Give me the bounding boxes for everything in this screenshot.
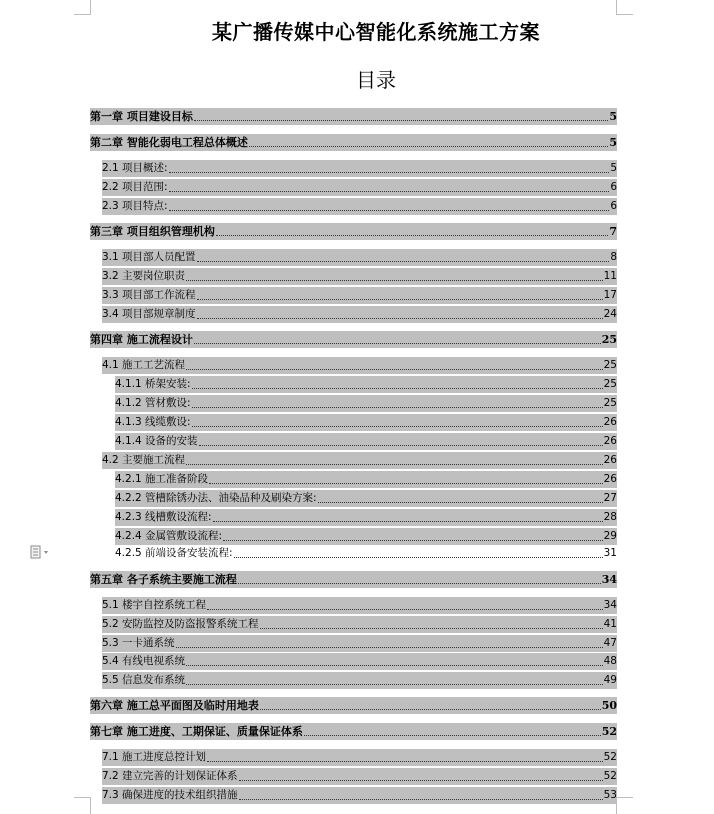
toc-dot-leader [169,191,610,192]
toc-entry-label: 第五章 各子系统主要施工流程 [90,573,237,586]
toc-dot-leader [194,343,601,344]
toc-entry-page-number: 26 [603,416,617,428]
toc-entry-page-number: 6 [610,181,617,193]
toc-entry-label: 4.1.4 设备的安装 [115,435,198,447]
toc-entry-label: 第二章 智能化弱电工程总体概述 [90,136,248,149]
toc-entry[interactable] [102,616,617,633]
toc-entry-page-number: 53 [603,789,617,801]
toc-dot-leader [239,799,603,800]
toc-entry[interactable] [115,395,617,412]
toc-entry-label: 7.1 施工进度总控计划 [102,751,207,763]
toc-entry[interactable] [102,287,617,304]
toc-dot-leader [186,369,603,370]
toc-entry-label: 第七章 施工进度、工期保证、质量保证体系 [90,725,303,738]
toc-entry-label: 5.2 安防监控及防盗报警系统工程 [102,618,259,630]
toc-dot-leader [216,235,609,236]
toc-entry[interactable] [115,471,617,488]
toc-entry-page-number: 24 [603,308,617,320]
toc-entry-page-number: 25 [603,378,617,390]
toc-dot-leader [197,261,610,262]
toc-entry[interactable] [102,160,617,177]
toc-entry-page-number: 41 [603,618,617,630]
toc-entry-label: 4.1.2 管材敷设: [115,397,191,409]
toc-entry-page-number: 27 [603,492,617,504]
toc-dot-leader [199,445,603,446]
toc-entry-label: 4.1.1 桥架安装: [115,378,191,390]
toc-entry-label: 5.1 楼宇自控系统工程 [102,599,207,611]
toc-entry-page-number: 52 [601,725,617,738]
toc-dot-leader [239,780,603,781]
toc-entry[interactable] [115,490,617,507]
toc-entry-label: 4.2.1 施工准备阶段 [115,473,209,485]
toc-dot-leader [207,609,603,610]
toc-entry[interactable] [102,357,617,374]
toc-entry[interactable] [115,433,617,450]
toc-entry[interactable] [102,179,617,196]
toc-entry[interactable] [90,108,617,125]
toc-entry-page-number: 25 [603,397,617,409]
toc-entry-page-number: 26 [603,473,617,485]
toc-entry[interactable] [102,597,617,614]
toc-entry-page-number: 17 [603,289,617,301]
toc-dot-leader [260,628,603,629]
document-title: 某广播传媒中心智能化系统施工方案 [212,20,540,44]
toc-entry-label: 第一章 项目建设目标 [90,110,193,123]
toc-entry[interactable] [102,768,617,785]
toc-dot-leader [260,709,601,710]
toc-entry-label: 第六章 施工总平面图及临时用地表 [90,699,259,712]
toc-entry-page-number: 31 [603,547,617,559]
toc-entry-label: 第四章 施工流程设计 [90,333,193,346]
toc-entry-page-number: 26 [603,454,617,466]
toc-entry-label: 7.2 建立完善的计划保证体系 [102,770,238,782]
toc-entry-page-number: 5 [609,110,617,123]
toc-entry-page-number: 25 [601,333,617,346]
toc-dot-leader [186,464,603,465]
toc-entry[interactable] [115,376,617,393]
toc-entry[interactable] [90,571,617,588]
toc-dot-leader [176,647,603,648]
toc-entry[interactable] [102,249,617,266]
toc-entry[interactable] [102,198,617,215]
toc-dot-leader [207,761,603,762]
toc-entry-label: 3.1 项目部人员配置 [102,251,196,263]
toc-entry[interactable] [102,268,617,285]
toc-dot-leader [186,665,603,666]
toc-dot-leader [194,120,609,121]
toc-entry-page-number: 6 [610,200,617,212]
toc-dot-leader [169,210,610,211]
toc-entry-page-number: 47 [603,637,617,649]
toc-entry-label: 4.2.5 前端设备安装流程: [115,547,233,559]
toc-entry[interactable] [102,787,617,804]
toc-entry-page-number: 52 [603,751,617,763]
toc-heading: 目录 [356,68,396,92]
toc-entry[interactable] [90,723,617,740]
toc-dot-leader [304,735,601,736]
toc-dot-leader [249,146,609,147]
toc-entry[interactable] [115,528,617,545]
toc-entry[interactable] [90,134,617,151]
toc-dot-leader [234,557,603,558]
toc-entry[interactable] [102,635,617,652]
toc-entry-page-number: 50 [601,699,617,712]
toc-entry[interactable] [102,672,617,689]
toc-dot-leader [213,521,603,522]
toc-entry[interactable] [115,509,617,526]
toc-entry-page-number: 49 [603,674,617,686]
toc-entry-page-number: 52 [603,770,617,782]
toc-dot-leader [209,483,603,484]
toc-entry-label: 4.1.3 线缆敷设: [115,416,191,428]
toc-entry-label: 5.3 一卡通系统 [102,637,175,649]
toc-entry-page-number: 5 [609,136,617,149]
toc-entry-page-number: 48 [603,655,617,667]
toc-entry-label: 3.2 主要岗位职责 [102,270,186,282]
toc-entry-label: 5.4 有线电视系统 [102,655,186,667]
toc-entry-page-number: 5 [610,162,617,174]
toc-dot-leader [192,388,603,389]
toc-entry-page-number: 28 [603,511,617,523]
toc-entry-label: 2.3 项目特点: [102,200,168,212]
toc-entry-label: 4.2.3 线槽敷设流程: [115,511,212,523]
toc-dot-leader [192,407,603,408]
toc-entry-page-number: 11 [603,270,617,282]
toc-dot-leader [186,684,603,685]
toc-entry-label: 5.5 信息发布系统 [102,674,186,686]
toc-entry-label: 7.3 确保进度的技术组织措施 [102,789,238,801]
toc-entry[interactable] [115,414,617,431]
toc-entry-page-number: 29 [603,530,617,542]
toc-dot-leader [318,502,603,503]
toc-entry[interactable] [90,697,617,714]
toc-entry[interactable] [90,223,617,240]
toc-entry-label: 第三章 项目组织管理机构 [90,225,215,238]
toc-entry-page-number: 34 [601,573,617,586]
toc-dot-leader [197,318,603,319]
toc-entry-page-number: 8 [610,251,617,263]
toc-dot-leader [223,540,603,541]
toc-dot-leader [186,280,603,281]
toc-entry[interactable] [102,306,617,323]
toc-dot-leader [192,426,603,427]
toc-entry-label: 3.4 项目部规章制度 [102,308,196,320]
toc-entry-label: 2.1 项目概述: [102,162,168,174]
toc-entry-page-number: 34 [603,599,617,611]
toc-dot-leader [169,172,610,173]
paste-options-icon[interactable] [30,545,52,559]
toc-entry[interactable] [90,331,617,348]
toc-entry-label: 4.1 施工工艺流程 [102,359,186,371]
toc-entry-label: 3.3 项目部工作流程 [102,289,196,301]
toc-entry[interactable] [102,653,617,670]
toc-entry-label: 2.2 项目范围: [102,181,168,193]
toc-entry[interactable] [102,452,617,469]
toc-dot-leader [197,299,603,300]
toc-entry[interactable] [115,545,617,562]
toc-entry-label: 4.2 主要施工流程 [102,454,186,466]
toc-entry-label: 4.2.4 金属管敷设流程: [115,530,223,542]
toc-dot-leader [238,583,601,584]
toc-entry-label: 4.2.2 管槽除锈办法、油染品种及刷染方案: [115,492,317,504]
toc-entry-page-number: 25 [603,359,617,371]
toc-entry[interactable] [102,749,617,766]
toc-entry-page-number: 7 [609,225,617,238]
toc-entry-page-number: 26 [603,435,617,447]
